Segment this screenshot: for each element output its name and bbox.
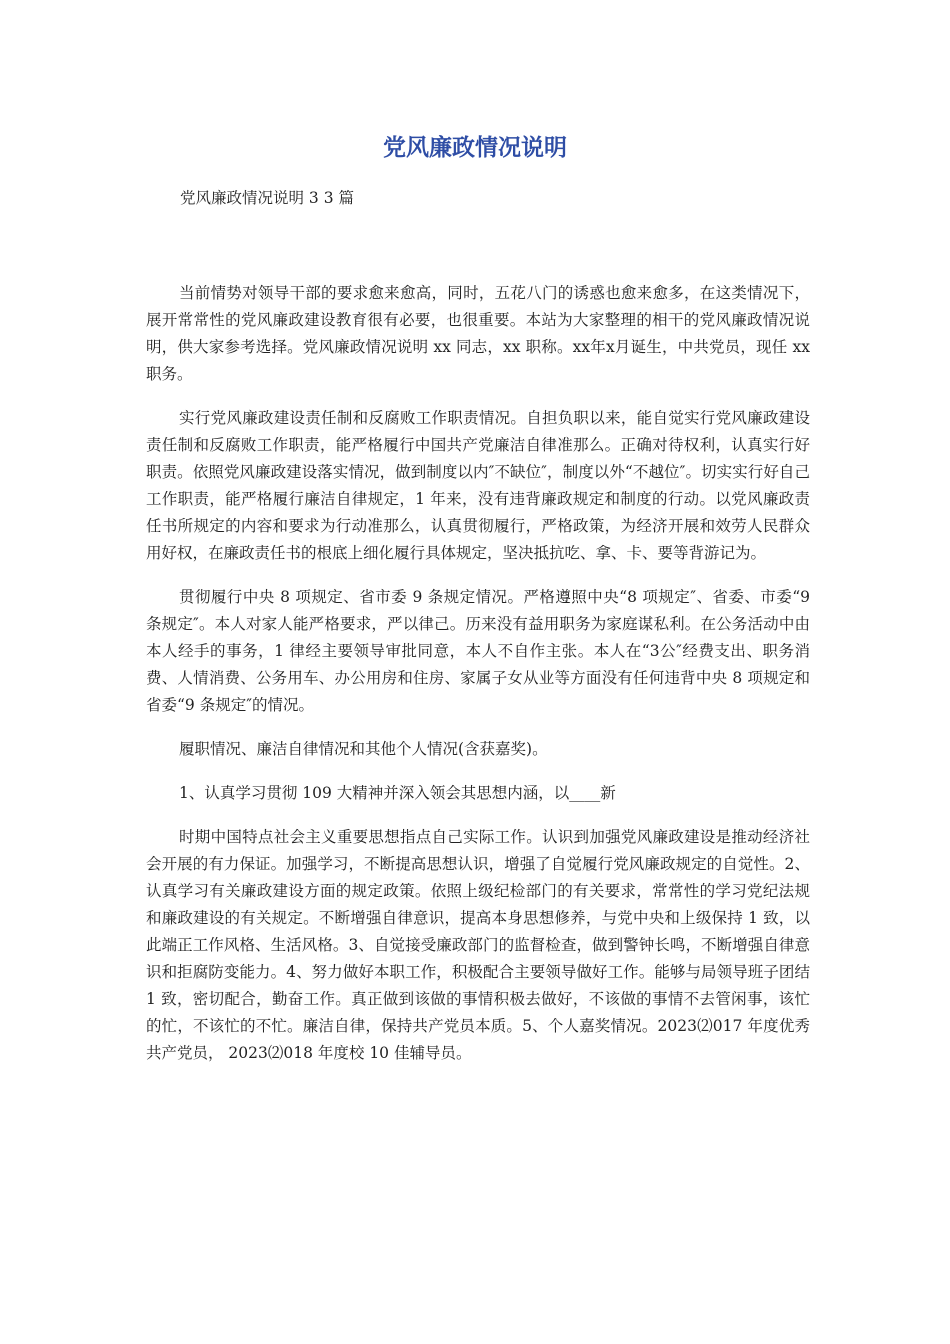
paragraph-details: 时期中国特点社会主义重要思想指点自己实际工作。认识到加强党风廉政建设是推动经济社会开展的有力保证。加强学习，不断提高思想认识，增强了自觉履行党风廉政规定的自觉性。2、认真学习有关廉政建设方面的规定政策。依照上级纪检部门的有关要求，常常性的学习党纪法规和廉政建设的有关规定。不断增强自律意识，提高本身思想修养，与党中央和上级保持 1 致，以此端正工作风格、生活风格。3、自觉接受廉政部门的监督检查，做到警钟长鸣，不断增强自律意识和拒腐防变能力。4、努力做好本职工作，积极配合主要领导做好工作。能够与局领导班子团结 1 致，密切配合，勤奋工作。真正做到该做的事情积极去做好，不该做的事情不去管闲事，该忙的忙，不该忙的不忙。廉洁自律，保持共产党员本质。5、个人嘉奖情况。2023⑵017 年度优秀共产党员， 2023⑵018 年度校 10 佳辅导员。 [146, 828, 810, 1062]
paragraph-duty-heading: 履职情况、廉洁自律情况和其他个人情况(含获嘉奖)。 [179, 740, 548, 758]
paragraph-study-item: 1、认真学习贯彻 109 大精神并深入领会其思想内涵，以____新 [179, 784, 616, 802]
document-body [146, 280, 810, 1084]
document-subtitle: 党风廉政情况说明 3 3 篇 [180, 189, 355, 207]
paragraph-regulations: 贯彻履行中央 8 项规定、省市委 9 条规定情况。严格遵照中央“8 项规定″、省委、市委“9 条规定″。本人对家人能严格要求，严以律己。历来没有益用职务为家庭谋私利。在公务活动中由本人经手的事务，1 律经主要领导审批同意，本人不自作主张。本人在“3公″经费支出、职务消费、人情消费、公务用车、办公用房和住房、家属子女从业等方面没有任何违背中央 8 项规定和省委“9 条规定″的情况。 [146, 588, 810, 714]
document-title: 党风廉政情况说明 [383, 135, 567, 161]
paragraph-responsibility: 实行党风廉政建设责任制和反腐败工作职责情况。自担负职以来，能自觉实行党风廉政建设责任制和反腐败工作职责，能严格履行中国共产党廉洁自律准那么。正确对待权利，认真实行好职责。依照党风廉政建设落实情况，做到制度以内″不缺位″，制度以外“不越位″。切实实行好自己工作职责，能严格履行廉洁自律规定，1 年来，没有违背廉政规定和制度的行动。以党风廉政责任书所规定的内容和要求为行动准那么，认真贯彻履行，严格政策，为经济开展和效劳人民群众用好权，在廉政责任书的根底上细化履行具体规定，坚决抵抗吃、拿、卡、要等背游记为。 [146, 409, 810, 562]
paragraph-intro: 当前情势对领导干部的要求愈来愈高，同时，五花八门的诱惑也愈来愈多，在这类情况下，展开常常性的党风廉政建设教育很有必要，也很重要。本站为大家整理的相干的党风廉政情况说明，供大家参考选择。党风廉政情况说明 xx 同志，xx 职称。xx年x月诞生，中共党员，现任 xx 职务。 [146, 284, 810, 383]
